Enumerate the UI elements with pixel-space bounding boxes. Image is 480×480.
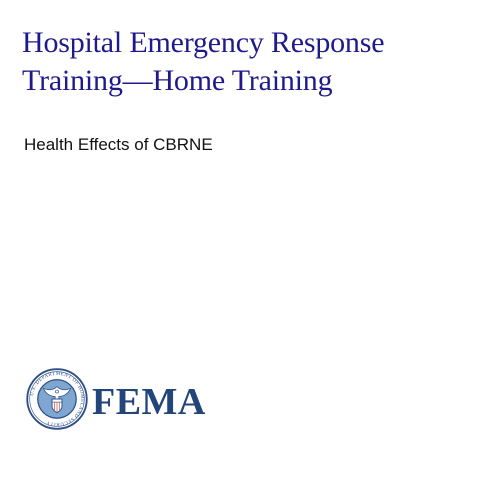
slide-title bbox=[22, 24, 462, 100]
fema-wordmark: FEMA bbox=[92, 381, 206, 423]
slide-subtitle: Health Effects of CBRNE bbox=[24, 135, 213, 154]
slide-title-line-1: Hospital Emergency Response bbox=[22, 26, 385, 59]
seal-text: U.S. DEPARTMENT OF HOMELAND SECURITY bbox=[29, 370, 86, 428]
dhs-seal-icon bbox=[26, 368, 88, 430]
slide-title-line-2: Training—Home Training bbox=[22, 64, 333, 97]
fema-logo bbox=[26, 364, 246, 454]
